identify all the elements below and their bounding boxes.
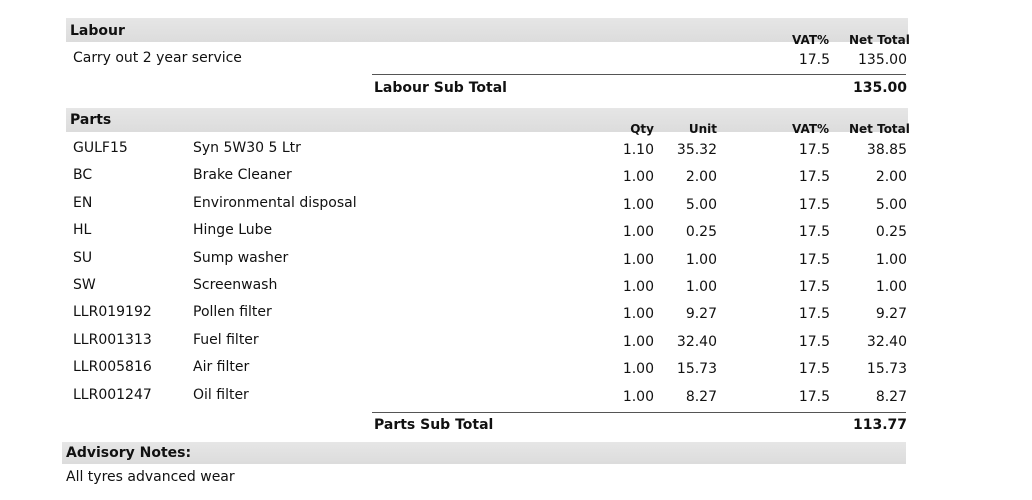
part-net: 1.00 (875, 252, 907, 268)
part-net: 32.40 (866, 334, 907, 350)
part-description: Environmental disposal (193, 195, 357, 211)
part-net: 15.73 (866, 361, 907, 377)
parts-col-vat: VAT% (792, 122, 830, 136)
part-description: Pollen filter (193, 304, 272, 320)
part-qty: 1.00 (622, 334, 654, 350)
part-vat: 17.5 (798, 361, 830, 377)
part-qty: 1.00 (622, 361, 654, 377)
part-code: GULF15 (73, 140, 128, 156)
part-code: SU (73, 250, 93, 266)
part-unit: 2.00 (685, 169, 717, 185)
part-unit: 35.32 (676, 142, 717, 158)
part-unit: 0.25 (685, 224, 717, 240)
parts-col-unit: Unit (688, 122, 717, 136)
part-qty: 1.00 (622, 279, 654, 295)
labour-col-net: Net Total (849, 33, 910, 47)
part-code: LLR005816 (73, 359, 152, 375)
parts-title: Parts (70, 112, 112, 128)
parts-subtotal-label: Parts Sub Total (374, 417, 494, 433)
part-vat: 17.5 (798, 197, 830, 213)
parts-col-qty: Qty (630, 122, 654, 136)
part-vat: 17.5 (798, 169, 830, 185)
part-vat: 17.5 (798, 389, 830, 405)
parts-col-net: Net Total (849, 122, 910, 136)
labour-subtotal-value: 135.00 (852, 80, 907, 96)
part-vat: 17.5 (798, 279, 830, 295)
part-qty: 1.00 (622, 389, 654, 405)
labour-header-bar (66, 18, 908, 42)
parts-subtotal-rule (372, 412, 906, 413)
part-description: Hinge Lube (193, 222, 273, 238)
labour-item-desc: Carry out 2 year service (73, 50, 242, 66)
part-qty: 1.00 (622, 306, 654, 322)
part-description: Air filter (193, 359, 250, 375)
advisory-text: All tyres advanced wear (66, 469, 235, 485)
part-unit: 1.00 (685, 279, 717, 295)
part-code: LLR001313 (73, 332, 152, 348)
part-vat: 17.5 (798, 142, 830, 158)
part-description: Screenwash (193, 277, 278, 293)
part-description: Brake Cleaner (193, 167, 292, 183)
labour-subtotal-rule (372, 74, 906, 75)
part-unit: 5.00 (685, 197, 717, 213)
part-vat: 17.5 (798, 252, 830, 268)
part-description: Fuel filter (193, 332, 259, 348)
part-net: 38.85 (866, 142, 907, 158)
part-code: BC (73, 167, 93, 183)
labour-subtotal-label: Labour Sub Total (374, 80, 507, 96)
part-unit: 15.73 (676, 361, 717, 377)
part-net: 1.00 (875, 279, 907, 295)
part-code: LLR001247 (73, 387, 152, 403)
part-unit: 32.40 (676, 334, 717, 350)
part-net: 5.00 (875, 197, 907, 213)
parts-subtotal-value: 113.77 (852, 417, 907, 433)
part-code: EN (73, 195, 93, 211)
part-net: 8.27 (875, 389, 907, 405)
labour-item-vat: 17.5 (798, 52, 830, 68)
part-qty: 1.00 (622, 197, 654, 213)
part-description: Syn 5W30 5 Ltr (193, 140, 301, 156)
part-qty: 1.00 (622, 169, 654, 185)
part-vat: 17.5 (798, 334, 830, 350)
part-net: 9.27 (875, 306, 907, 322)
part-vat: 17.5 (798, 306, 830, 322)
part-code: HL (73, 222, 92, 238)
part-unit: 1.00 (685, 252, 717, 268)
labour-item-net: 135.00 (858, 52, 907, 68)
part-net: 0.25 (875, 224, 907, 240)
part-unit: 9.27 (685, 306, 717, 322)
part-qty: 1.00 (622, 224, 654, 240)
part-unit: 8.27 (685, 389, 717, 405)
part-net: 2.00 (875, 169, 907, 185)
labour-col-vat: VAT% (792, 33, 830, 47)
part-vat: 17.5 (798, 224, 830, 240)
part-qty: 1.10 (622, 142, 654, 158)
parts-header-bar (66, 108, 908, 132)
part-description: Oil filter (193, 387, 249, 403)
advisory-title: Advisory Notes: (66, 445, 192, 461)
part-description: Sump washer (193, 250, 289, 266)
part-qty: 1.00 (622, 252, 654, 268)
labour-title: Labour (70, 23, 125, 39)
part-code: SW (73, 277, 96, 293)
part-code: LLR019192 (73, 304, 152, 320)
